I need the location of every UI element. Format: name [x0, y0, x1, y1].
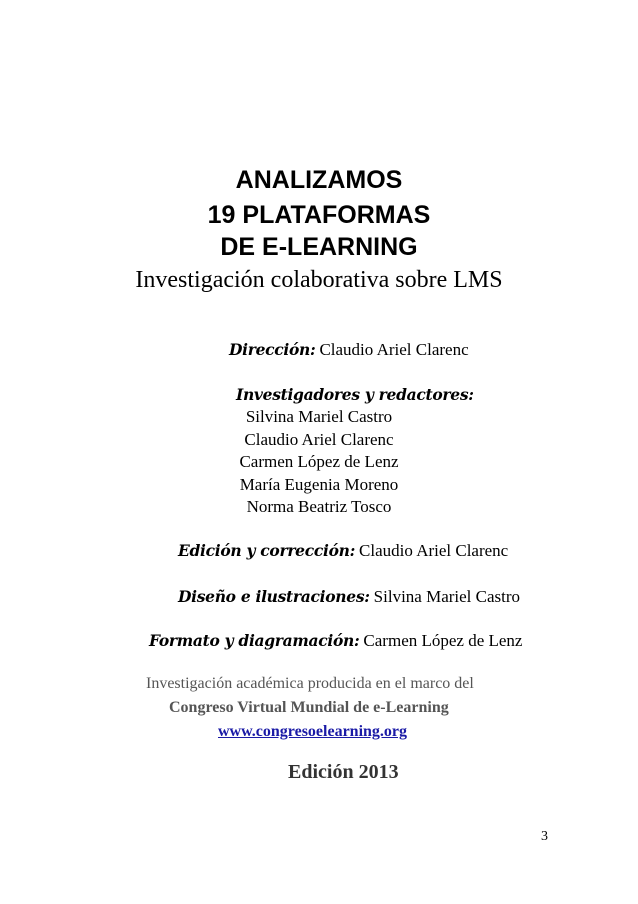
diseno-label: Diseño e ilustraciones: — [178, 587, 370, 606]
direccion-name: Claudio Ariel Clarenc — [319, 340, 469, 359]
congress-link[interactable]: www.congresoelearning.org — [218, 723, 408, 740]
investigador-1: Silvina Mariel Castro — [245, 407, 393, 426]
investigador-4: María Eugenia Moreno — [239, 475, 399, 494]
investigador-3: Carmen López de Lenz — [239, 452, 399, 471]
page-number: 3 — [541, 829, 548, 844]
edicion-correccion-label: Edición y corrección: — [178, 541, 356, 560]
title-line-3: DE E-LEARNING — [220, 233, 418, 261]
investigadores-label: Investigadores y redactores: — [236, 385, 474, 404]
formato-name: Carmen López de Lenz — [363, 631, 523, 650]
footer-line-1: Investigación académica producida en el marco del — [146, 675, 474, 692]
direccion-label: Dirección: — [229, 340, 316, 359]
formato-label: Formato y diagramación: — [149, 631, 360, 650]
footer-line-2: Congreso Virtual Mundial de e-Learning — [169, 699, 449, 716]
diseno-line — [178, 587, 520, 607]
investigador-5: Norma Beatriz Tosco — [246, 497, 392, 516]
title-line-1: ANALIZAMOS — [235, 166, 403, 194]
investigador-2: Claudio Ariel Clarenc — [244, 430, 394, 449]
direccion-line — [229, 340, 469, 360]
title-line-2: 19 PLATAFORMAS — [207, 201, 431, 229]
edition-label: Edición 2013 — [288, 761, 399, 783]
subtitle: Investigación colaborativa sobre LMS — [135, 267, 503, 293]
diseno-name: Silvina Mariel Castro — [373, 587, 521, 606]
edicion-correccion-line — [178, 541, 508, 561]
formato-line — [149, 631, 522, 651]
edicion-correccion-name: Claudio Ariel Clarenc — [359, 541, 509, 560]
